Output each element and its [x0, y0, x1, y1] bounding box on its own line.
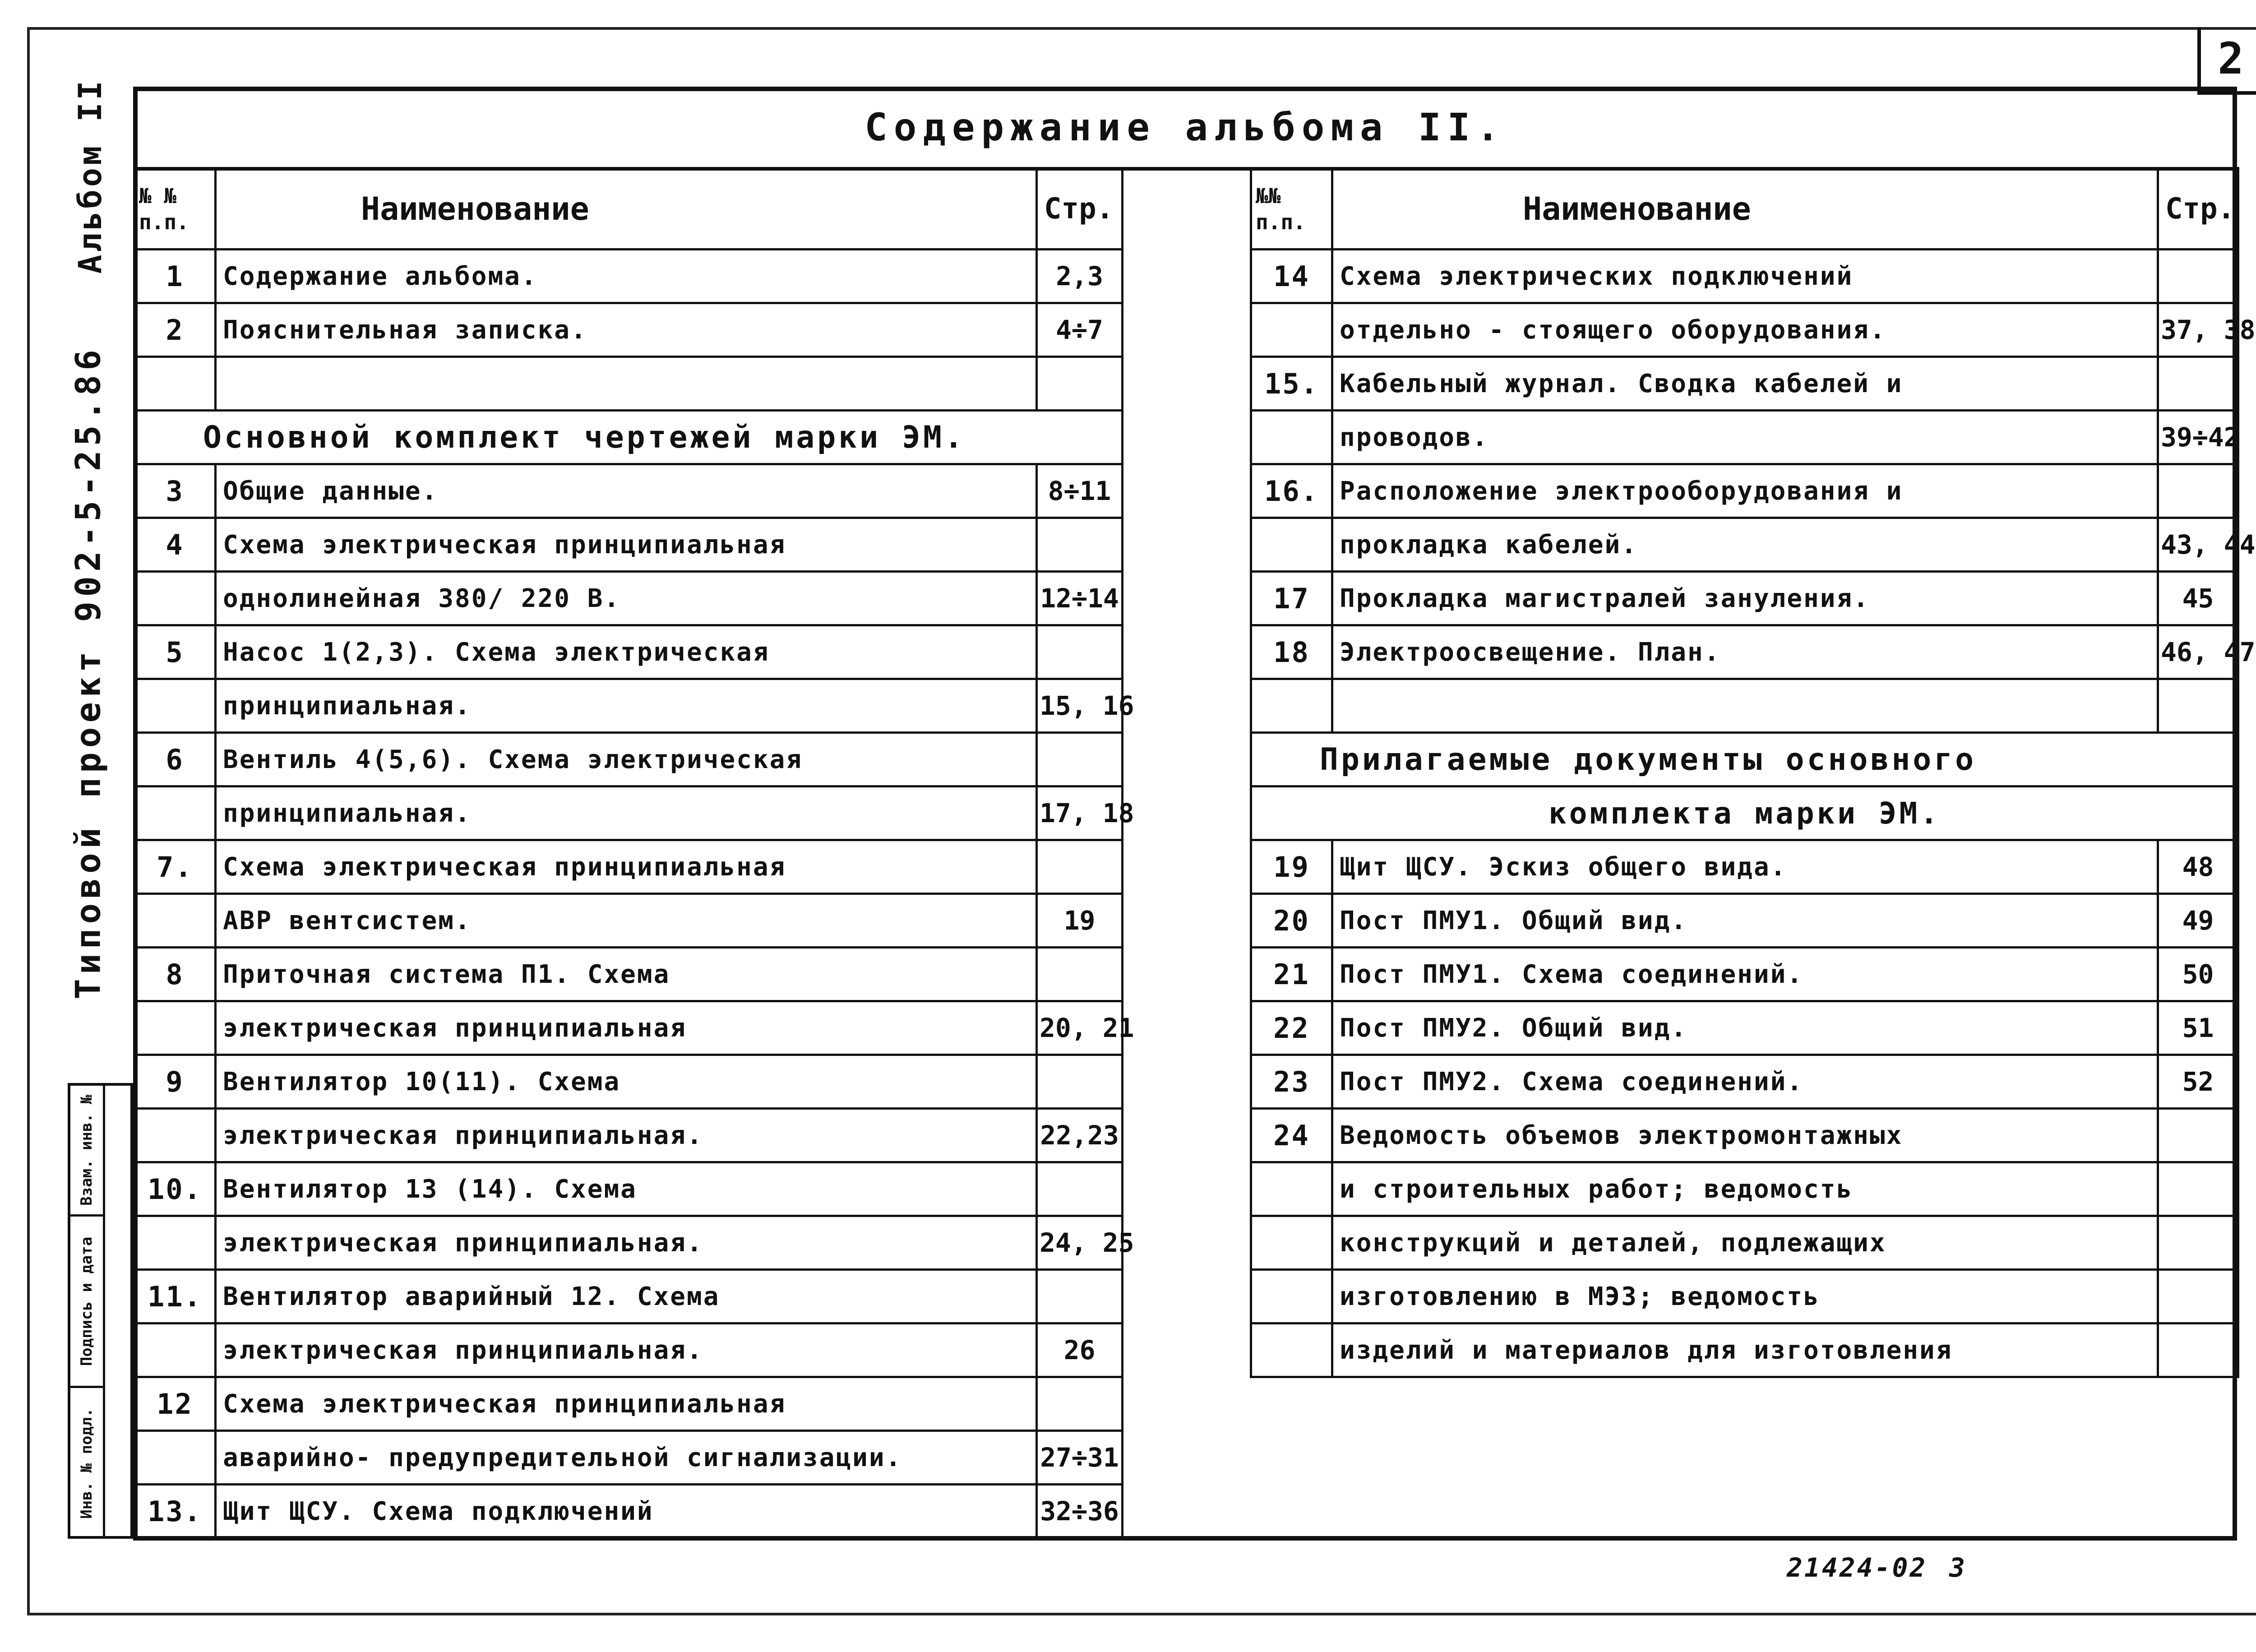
row-name: Пост ПМУ1. Схема соединений.	[1332, 948, 2158, 1001]
row-page: 12÷14	[1037, 572, 1123, 625]
row-number: 14	[1251, 250, 1332, 303]
row-page	[1037, 840, 1123, 894]
row-name: однолинейная 380/ 220 В.	[216, 572, 1037, 625]
row-page: 52	[2158, 1055, 2238, 1109]
row-name: Прокладка магистралей зануления.	[1332, 572, 2158, 625]
table-row	[134, 518, 1123, 572]
table-row	[1251, 411, 2238, 464]
row-number	[134, 1109, 216, 1162]
stamp-divider	[103, 1086, 105, 1536]
table-row	[1251, 948, 2238, 1001]
table-row	[1251, 518, 2238, 572]
table-row	[1251, 679, 2238, 733]
row-page	[2158, 250, 2238, 303]
sheet-number: 3	[1949, 1552, 1965, 1583]
row-page: 15, 16	[1037, 679, 1123, 733]
row-page: 17, 18	[1037, 787, 1123, 840]
row-page: 49	[2158, 894, 2238, 948]
row-name: Пост ПМУ2. Схема соединений.	[1332, 1055, 2158, 1109]
stamp-inventory-label: Инв. № подл.	[78, 1408, 96, 1519]
row-number: 13.	[134, 1485, 216, 1538]
row-number: 4	[134, 518, 216, 572]
approval-stamp	[68, 1083, 133, 1539]
table-row	[1251, 625, 2238, 679]
album-label-text: Альбом II	[72, 78, 109, 274]
header-name: Наименование	[216, 168, 1037, 250]
row-name: принципиальная.	[216, 787, 1037, 840]
row-page: 50	[2158, 948, 2238, 1001]
table-row	[134, 1216, 1123, 1270]
row-number: 1	[134, 250, 216, 303]
table-row	[134, 1109, 1123, 1162]
table-row	[134, 894, 1123, 948]
row-number	[1251, 1216, 1332, 1270]
table-header-row	[1251, 168, 2238, 250]
table-row	[1251, 464, 2238, 518]
row-name: Щит ЩСУ. Схема подключений	[216, 1485, 1037, 1538]
row-page	[1037, 518, 1123, 572]
row-page	[1037, 733, 1123, 787]
table-row	[1251, 1216, 2238, 1270]
page-number: 2	[2197, 27, 2256, 95]
row-page	[2158, 1109, 2238, 1162]
row-number	[134, 679, 216, 733]
row-number: 24	[1251, 1109, 1332, 1162]
row-name: и строительных работ; ведомость	[1332, 1162, 2158, 1216]
table-row	[1251, 733, 2238, 787]
row-number: 23	[1251, 1055, 1332, 1109]
row-number: 12	[134, 1377, 216, 1431]
row-number	[134, 787, 216, 840]
row-name: аварийно- предупредительной сигнализации.	[216, 1431, 1037, 1485]
contents-table-right	[1250, 167, 2256, 1378]
table-row	[134, 1055, 1123, 1109]
row-name: Вентиль 4(5,6). Схема электрическая	[216, 733, 1037, 787]
row-number	[134, 357, 216, 411]
row-name: Кабельный журнал. Сводка кабелей и	[1332, 357, 2158, 411]
row-number: 11.	[134, 1270, 216, 1323]
row-page	[2158, 679, 2238, 733]
drawing-code: 21424-02	[1787, 1552, 1928, 1583]
stamp-replacement-label: Взам. инв. №	[78, 1094, 96, 1206]
row-page: 24, 25	[1037, 1216, 1123, 1270]
page-title: Содержание альбома II.	[864, 105, 1506, 149]
row-name: конструкций и деталей, подлежащих	[1332, 1216, 2158, 1270]
row-name: Вентилятор 10(11). Схема	[216, 1055, 1037, 1109]
table-row	[134, 840, 1123, 894]
row-page	[1037, 1162, 1123, 1216]
row-number	[1251, 518, 1332, 572]
table-row	[1251, 1055, 2238, 1109]
contents-table-left	[133, 167, 1134, 1539]
stamp-cell-replacement	[70, 1086, 103, 1217]
row-name: отдельно - стоящего оборудования.	[1332, 303, 2158, 357]
row-number: 10.	[134, 1162, 216, 1216]
row-name: Расположение электрооборудования и	[1332, 464, 2158, 518]
row-name: Пояснительная записка.	[216, 303, 1037, 357]
row-page: 4÷7	[1037, 303, 1123, 357]
section-heading: Основной комплект чертежей марки ЭМ.	[134, 411, 1123, 464]
row-page: 19	[1037, 894, 1123, 948]
table-row	[134, 787, 1123, 840]
row-page	[2158, 357, 2238, 411]
row-number: 21	[1251, 948, 1332, 1001]
table-row	[134, 1162, 1123, 1216]
row-number	[1251, 411, 1332, 464]
row-name: изделий и материалов для изготовления	[1332, 1323, 2158, 1377]
row-page	[2158, 1323, 2238, 1377]
row-name: электрическая принципиальная	[216, 1001, 1037, 1055]
row-number: 3	[134, 464, 216, 518]
table-row	[134, 411, 1123, 464]
row-name: электрическая принципиальная.	[216, 1109, 1037, 1162]
section-heading: Прилагаемые документы основного	[1251, 733, 2238, 787]
row-name	[216, 357, 1037, 411]
row-page	[1037, 357, 1123, 411]
table-row	[1251, 1162, 2238, 1216]
table-row	[134, 679, 1123, 733]
table-row	[134, 1431, 1123, 1485]
row-number: 18	[1251, 625, 1332, 679]
row-name: Вентилятор 13 (14). Схема	[216, 1162, 1037, 1216]
row-number: 22	[1251, 1001, 1332, 1055]
table-row	[1251, 894, 2238, 948]
stamp-cell-inventory	[70, 1388, 103, 1539]
row-name: проводов.	[1332, 411, 2158, 464]
row-page	[2158, 1216, 2238, 1270]
row-page: 51	[2158, 1001, 2238, 1055]
row-page	[1037, 948, 1123, 1001]
project-label	[63, 271, 113, 1074]
row-page: 32÷36	[1037, 1485, 1123, 1538]
row-number	[134, 894, 216, 948]
row-name: Вентилятор аварийный 12. Схема	[216, 1270, 1037, 1323]
project-label-text: Типовой проект 902-5-25.86	[68, 345, 108, 1000]
row-number: 6	[134, 733, 216, 787]
header-num: №№ п.п.	[1251, 168, 1332, 250]
table-row	[1251, 1323, 2238, 1377]
row-number	[134, 1216, 216, 1270]
row-name: Пост ПМУ1. Общий вид.	[1332, 894, 2158, 948]
header-page: Стр.	[2158, 168, 2238, 250]
table-row	[1251, 840, 2238, 894]
row-page	[1037, 625, 1123, 679]
row-number: 2	[134, 303, 216, 357]
table-row	[1251, 357, 2238, 411]
table-row	[134, 250, 1123, 303]
row-page: 48	[2158, 840, 2238, 894]
row-number	[134, 1431, 216, 1485]
row-number	[134, 572, 216, 625]
row-name: Ведомость объемов электромонтажных	[1332, 1109, 2158, 1162]
row-name: Приточная система П1. Схема	[216, 948, 1037, 1001]
right-table-body	[1251, 250, 2256, 1377]
row-number: 8	[134, 948, 216, 1001]
row-name: прокладка кабелей.	[1332, 518, 2158, 572]
table-row	[134, 357, 1123, 411]
row-number: 20	[1251, 894, 1332, 948]
row-name: Пост ПМУ2. Общий вид.	[1332, 1001, 2158, 1055]
row-name: Схема электрическая принципиальная	[216, 1377, 1037, 1431]
table-row	[134, 948, 1123, 1001]
table-row	[134, 1270, 1123, 1323]
row-page	[1037, 1055, 1123, 1109]
stamp-cell-signature	[70, 1217, 103, 1388]
row-page: 43, 44	[2158, 518, 2238, 572]
row-number: 5	[134, 625, 216, 679]
table-row	[1251, 572, 2238, 625]
row-number	[134, 1001, 216, 1055]
row-number: 17	[1251, 572, 1332, 625]
table-header-row	[134, 168, 1123, 250]
table-row	[134, 625, 1123, 679]
row-page: 20, 21	[1037, 1001, 1123, 1055]
stamp-signature-label: Подпись и дата	[78, 1236, 96, 1366]
header-page: Стр.	[1037, 168, 1123, 250]
row-name: Щит ЩСУ. Эскиз общего вида.	[1332, 840, 2158, 894]
row-page: 37, 38	[2158, 303, 2238, 357]
row-number: 19	[1251, 840, 1332, 894]
row-name: электрическая принципиальная.	[216, 1323, 1037, 1377]
row-name: Содержание альбома.	[216, 250, 1037, 303]
row-page	[2158, 1270, 2238, 1323]
row-page	[2158, 1162, 2238, 1216]
row-page: 45	[2158, 572, 2238, 625]
row-page: 2,3	[1037, 250, 1123, 303]
row-page: 27÷31	[1037, 1431, 1123, 1485]
table-row	[1251, 303, 2238, 357]
table-row	[134, 464, 1123, 518]
row-name: Электроосвещение. План.	[1332, 625, 2158, 679]
table-row	[1251, 250, 2238, 303]
row-page	[1037, 1270, 1123, 1323]
row-number: 7.	[134, 840, 216, 894]
header-num: № № п.п.	[134, 168, 216, 250]
table-row	[134, 1001, 1123, 1055]
row-number	[1251, 303, 1332, 357]
row-number	[1251, 679, 1332, 733]
album-label	[68, 78, 113, 274]
row-name: Насос 1(2,3). Схема электрическая	[216, 625, 1037, 679]
header-name: Наименование	[1332, 168, 2158, 250]
table-row	[1251, 1270, 2238, 1323]
row-page: 39÷42	[2158, 411, 2238, 464]
row-name: Общие данные.	[216, 464, 1037, 518]
row-name: Схема электрическая принципиальная	[216, 518, 1037, 572]
table-row	[134, 1485, 1123, 1538]
table-row	[134, 1323, 1123, 1377]
row-number: 16.	[1251, 464, 1332, 518]
row-name: принципиальная.	[216, 679, 1037, 733]
table-row	[134, 572, 1123, 625]
row-number: 9	[134, 1055, 216, 1109]
section-heading: комплекта марки ЭМ.	[1251, 787, 2238, 840]
row-page: 26	[1037, 1323, 1123, 1377]
row-page: 22,23	[1037, 1109, 1123, 1162]
row-name: Схема электрическая принципиальная	[216, 840, 1037, 894]
row-name	[1332, 679, 2158, 733]
row-name: АВР вентсистем.	[216, 894, 1037, 948]
row-name: электрическая принципиальная.	[216, 1216, 1037, 1270]
table-row	[1251, 1001, 2238, 1055]
row-page	[1037, 1377, 1123, 1431]
table-row	[1251, 1109, 2238, 1162]
row-number	[1251, 1323, 1332, 1377]
row-number: 15.	[1251, 357, 1332, 411]
row-number	[134, 1323, 216, 1377]
table-row	[134, 733, 1123, 787]
table-row	[1251, 787, 2238, 840]
left-table-body	[134, 250, 1134, 1538]
row-number	[1251, 1270, 1332, 1323]
row-page: 8÷11	[1037, 464, 1123, 518]
table-row	[134, 303, 1123, 357]
row-page: 46, 47	[2158, 625, 2238, 679]
row-number	[1251, 1162, 1332, 1216]
row-name: изготовлению в МЭЗ; ведомость	[1332, 1270, 2158, 1323]
row-page	[2158, 464, 2238, 518]
row-name: Схема электрических подключений	[1332, 250, 2158, 303]
table-row	[134, 1377, 1123, 1431]
